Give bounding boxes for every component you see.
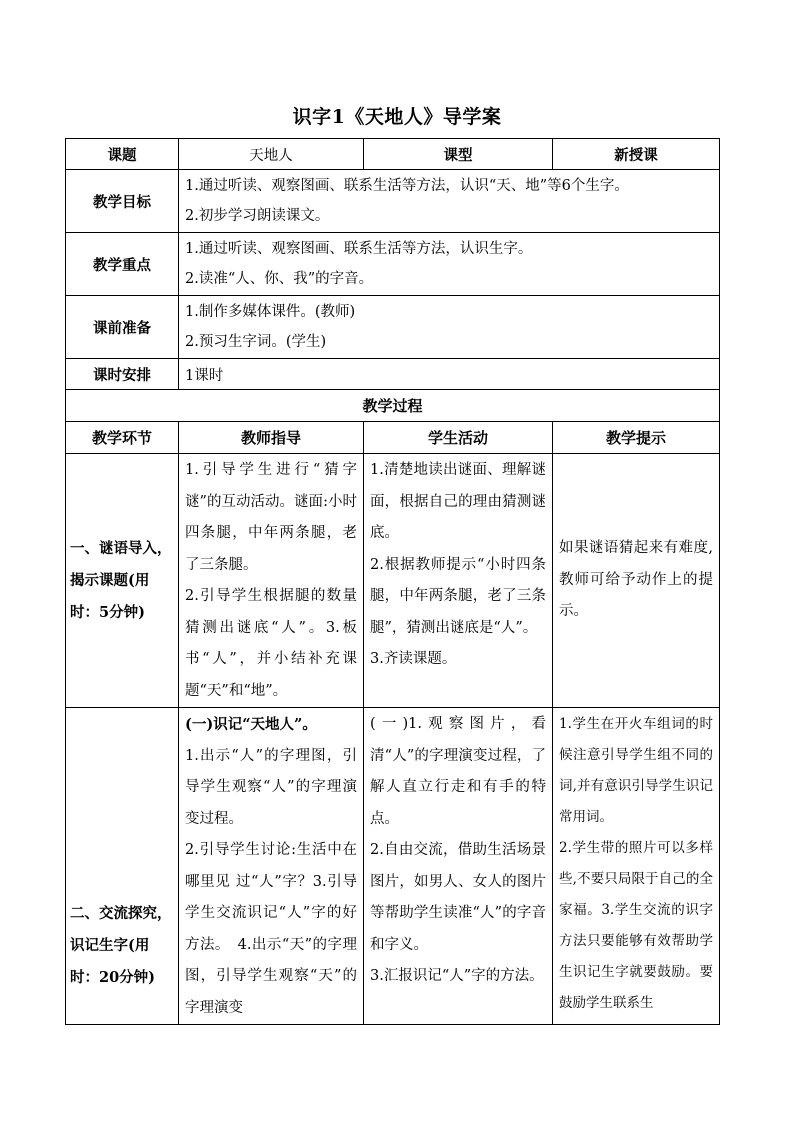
time-value: 1课时 bbox=[179, 359, 720, 390]
course-row bbox=[66, 139, 720, 170]
student-step: 3.齐读课题。 bbox=[370, 651, 457, 667]
hint-item: 1.学生在开火车组词的时候注意引导学生组不同的词,并有意识引导学生识记常用词。 bbox=[559, 716, 713, 825]
prep-item: 1.制作多媒体课件。(教师) bbox=[185, 304, 356, 320]
hint-item: 2.学生带的照片可以多样些,不要只局限于自己的全家福。3.学生交流的识字方法只要能够有效帮助学生识记生字就要鼓励。要鼓励学生联系生 bbox=[559, 840, 713, 1011]
stage-explore: 二、交流探究，识记生字(用时：20分钟) bbox=[66, 708, 179, 1025]
hint-item: 如果谜语猜起来有难度,教师可给予动作上的提示。 bbox=[559, 540, 713, 620]
time-row bbox=[66, 359, 720, 390]
process-row-explore bbox=[66, 708, 720, 1025]
goals-label: 教学目标 bbox=[66, 170, 179, 233]
teacher-step: 2.引导学生根据腿的数量猜测出谜底“人”。3.板书“人”，并小结补充课题“天”和“地”。 bbox=[185, 588, 357, 699]
prep-content bbox=[179, 296, 720, 359]
key-row bbox=[66, 233, 720, 296]
prep-row bbox=[66, 296, 720, 359]
student-step: 2.根据教师提示“小时四条腿，中年两条腿，老了三条腿”，猜测出谜底是“人”。 bbox=[370, 556, 546, 636]
teacher-guidance-intro bbox=[179, 454, 364, 708]
student-step: 1.清楚地读出谜面、理解谜面，根据自己的理由猜测谜底。 bbox=[370, 462, 546, 541]
goals-row bbox=[66, 170, 720, 233]
goal-item: 1.通过听读、观察图画、联系生活等方法，认识“天、地”等6个生字。 bbox=[185, 178, 629, 194]
document-title: 识字1《天地人》导学案 bbox=[292, 106, 502, 128]
stage-intro: 一、谜语导入，揭示课题(用时：5分钟) bbox=[66, 454, 179, 708]
key-item: 2.读准“人、你、我”的字音。 bbox=[185, 271, 374, 287]
key-content bbox=[179, 233, 720, 296]
teaching-hint-explore bbox=[553, 708, 720, 1025]
goals-content bbox=[179, 170, 720, 233]
column-stage: 教学环节 bbox=[66, 422, 179, 454]
process-row-intro bbox=[66, 454, 720, 708]
student-step: (一)1.观察图片，看清“人”的字理演变过程，了解人直立行走和有手的特点。 bbox=[370, 716, 546, 827]
goal-item: 2.初步学习朗读课文。 bbox=[185, 208, 330, 224]
lesson-plan-table bbox=[65, 138, 720, 1025]
column-teacher: 教师指导 bbox=[179, 422, 364, 454]
time-label: 课时安排 bbox=[66, 359, 179, 390]
teacher-step: 2.引导学生讨论:生活中在哪里见 过“人”字？3.引导学生交流识记“人”字的好方法。 4.出示“天”的字理图，引导学生观察“天”的字理演变 bbox=[185, 842, 357, 1016]
teacher-guidance-explore bbox=[179, 708, 364, 1025]
student-step: 3.汇报识记“人”字的方法。 bbox=[370, 968, 544, 984]
process-header-row bbox=[66, 390, 720, 422]
student-activity-intro bbox=[364, 454, 553, 708]
type-label: 课型 bbox=[364, 139, 553, 170]
process-header: 教学过程 bbox=[66, 390, 720, 422]
column-student: 学生活动 bbox=[364, 422, 553, 454]
course-value: 天地人 bbox=[179, 139, 364, 170]
key-item: 1.通过听读、观察图画、联系生活等方法，认识生字。 bbox=[185, 241, 533, 257]
student-activity-explore bbox=[364, 708, 553, 1025]
process-columns-row bbox=[66, 422, 720, 454]
column-hint: 教学提示 bbox=[553, 422, 720, 454]
key-label: 教学重点 bbox=[66, 233, 179, 296]
teacher-step: 1.引导学生进行“猜字谜”的互动活动。谜面:小时四条腿，中年两条腿，老了三条腿。 bbox=[185, 462, 357, 573]
prep-label: 课前准备 bbox=[66, 296, 179, 359]
student-step: 2.自由交流，借助生活场景图片，如男人、女人的图片等帮助学生读准“人”的字音和字义。 bbox=[370, 842, 546, 953]
type-value: 新授课 bbox=[553, 139, 720, 170]
teacher-step: (一)识记“天地人”。 bbox=[185, 716, 317, 733]
course-label: 课题 bbox=[66, 139, 179, 170]
teaching-hint-intro bbox=[553, 454, 720, 708]
teacher-step: 1.出示“人”的字理图，引导学生观察“人”的字理演变过程。 bbox=[185, 747, 357, 827]
prep-item: 2.预习生字词。(学生) bbox=[185, 334, 327, 350]
